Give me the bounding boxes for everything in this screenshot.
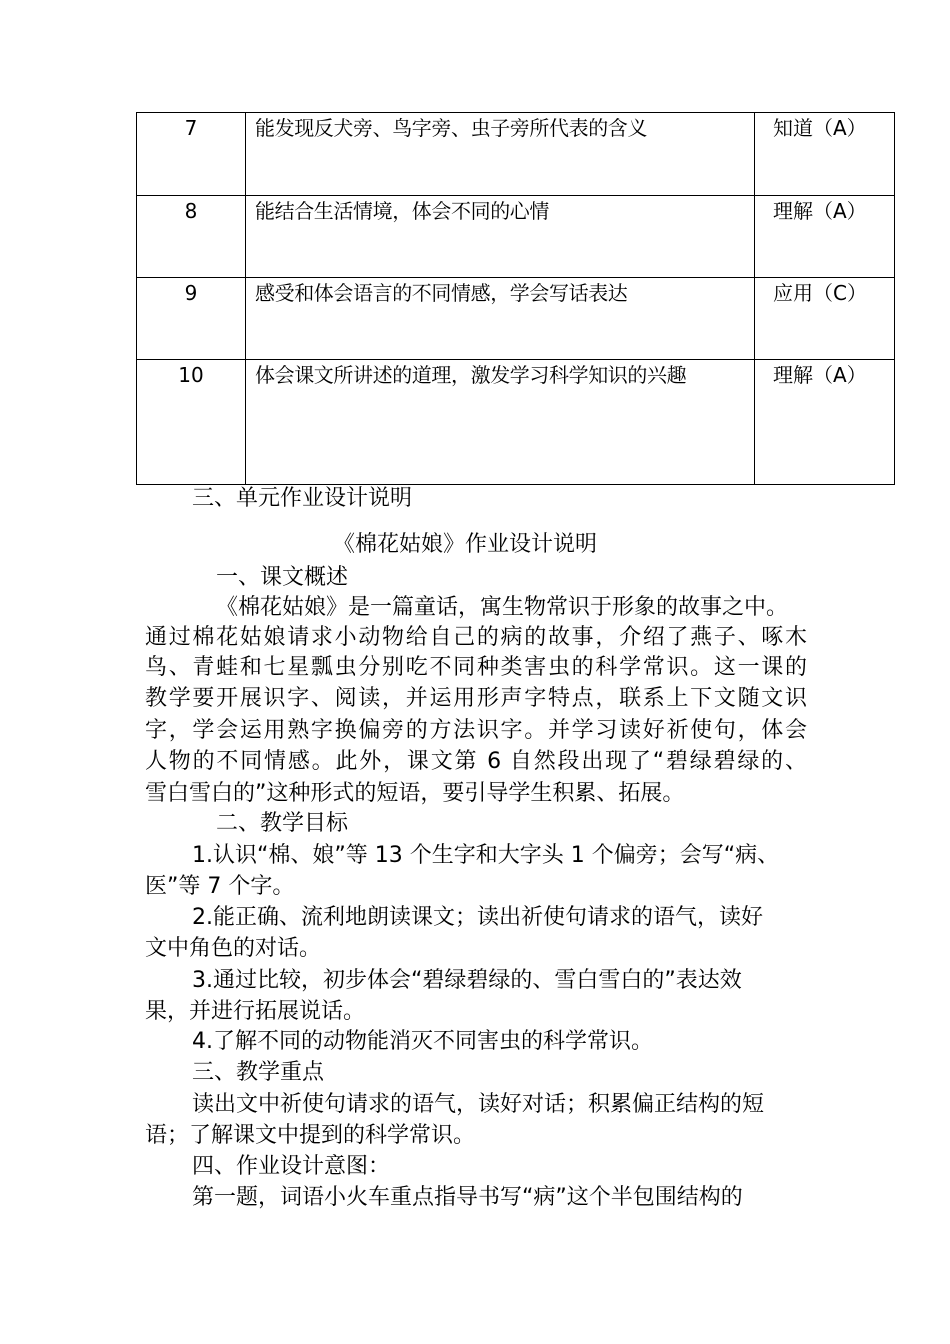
paragraph-line: 人物的不同情感。此外，课文第 6 自然段出现了“碧绿碧绿的、 (145, 749, 807, 774)
objectives-table (136, 112, 895, 485)
subsection-heading: 二、教学目标 (216, 811, 349, 836)
paragraph-line: 语；了解课文中提到的科学常识。 (145, 1123, 476, 1148)
row-number: 7 (137, 113, 246, 196)
paragraph-line: 教学要开展识字、阅读，并运用形声字特点，联系上下文随文识 (145, 686, 807, 711)
paragraph-line: 《棉花姑娘》是一篇童话，寓生物常识于形象的故事之中。 (216, 595, 789, 620)
paragraph-line: 2.能正确、流利地朗读课文；读出祈使句请求的语气，读好 (192, 905, 763, 930)
paragraph-line: 医”等 7 个字。 (145, 874, 295, 899)
paragraph-line: 读出文中祈使句请求的语气，读好对话；积累偏正结构的短 (192, 1092, 765, 1117)
row-description: 感受和体会语言的不同情感，学会写话表达 (246, 278, 755, 360)
table-row (137, 278, 895, 360)
row-level: 知道（A） (755, 113, 895, 196)
subsection-heading: 一、课文概述 (216, 565, 349, 590)
paragraph-line: 雪白雪白的”这种形式的短语，要引导学生积累、拓展。 (145, 781, 685, 806)
document-title: 《棉花姑娘》作业设计说明 (333, 532, 598, 557)
row-level: 理解（A） (755, 196, 895, 278)
paragraph-line: 通过棉花姑娘请求小动物给自己的病的故事，介绍了燕子、啄木 (145, 625, 807, 650)
paragraph-line: 3.通过比较，初步体会“碧绿碧绿的、雪白雪白的”表达效 (192, 968, 742, 993)
table-row (137, 196, 895, 278)
paragraph-line: 第一题，词语小火车重点指导书写“病”这个半包围结构的 (192, 1185, 743, 1210)
paragraph-line: 文中角色的对话。 (145, 936, 322, 961)
section-heading: 三、单元作业设计说明 (192, 486, 413, 511)
row-number: 9 (137, 278, 246, 360)
row-number: 10 (137, 360, 246, 485)
row-number: 8 (137, 196, 246, 278)
paragraph-line: 鸟、青蛙和七星瓢虫分别吃不同种类害虫的科学常识。这一课的 (145, 655, 807, 680)
row-level: 理解（A） (755, 360, 895, 485)
table-row (137, 113, 895, 196)
row-description: 能结合生活情境，体会不同的心情 (246, 196, 755, 278)
subsection-heading: 四、作业设计意图： (192, 1154, 391, 1179)
row-description: 能发现反犬旁、鸟字旁、虫子旁所代表的含义 (246, 113, 755, 196)
row-level: 应用（C） (755, 278, 895, 360)
subsection-heading: 三、教学重点 (192, 1060, 325, 1085)
paragraph-line: 果，并进行拓展说话。 (145, 999, 366, 1024)
paragraph-line: 4.了解不同的动物能消灭不同害虫的科学常识。 (192, 1029, 653, 1054)
paragraph-line: 1.认识“棉、娘”等 13 个生字和大字头 1 个偏旁；会写“病、 (192, 843, 780, 868)
row-description: 体会课文所讲述的道理，激发学习科学知识的兴趣 (246, 360, 755, 485)
paragraph-line: 字，学会运用熟字换偏旁的方法识字。并学习读好祈使句，体会 (145, 718, 807, 743)
table-row (137, 360, 895, 485)
